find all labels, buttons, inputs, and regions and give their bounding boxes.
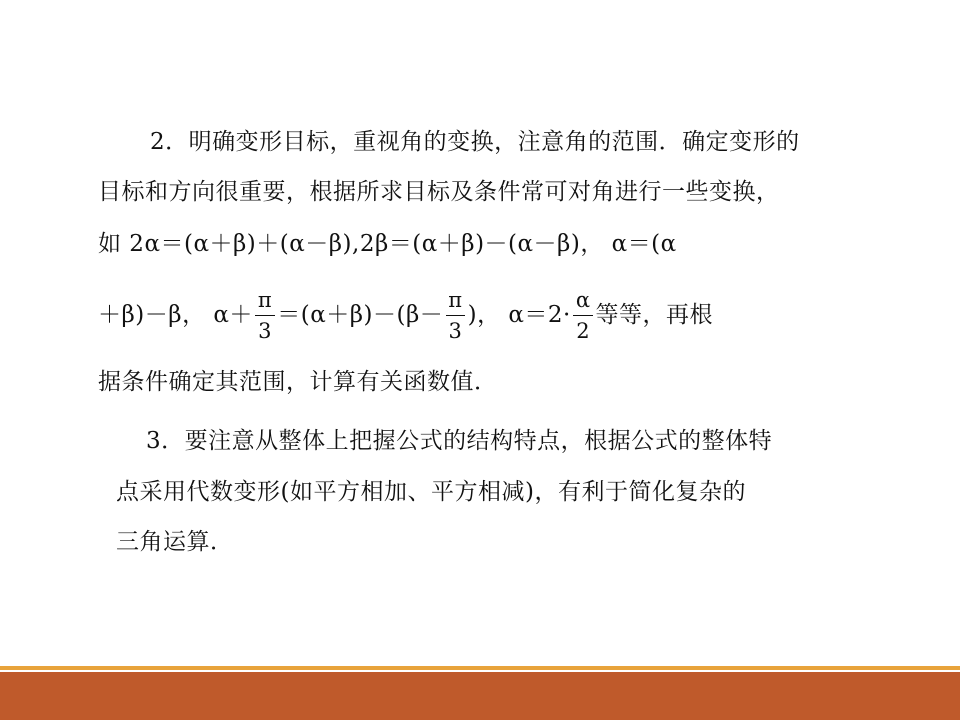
- paragraph-2-line-1: 2．明确变形目标，重视角的变换，注意角的范围．确定变形的: [150, 129, 800, 155]
- footer-accent-line: [0, 666, 960, 670]
- formula-segment: )， α＝2·: [467, 302, 571, 328]
- footer-bar: [0, 672, 960, 720]
- paragraph-3-line-3: 三角运算．: [116, 529, 234, 555]
- fraction-denominator: 3: [446, 315, 466, 343]
- paragraph-3-line-1: 3．要注意从整体上把握公式的结构特点，根据公式的整体特: [146, 428, 773, 454]
- fraction-pi-over-3: [255, 288, 275, 343]
- formula-segment: 等等，再根: [595, 302, 714, 328]
- fraction-denominator: 2: [573, 315, 593, 343]
- formula-segment: ＝(α＋β)－(β－: [277, 302, 444, 328]
- paragraph-2-line-4-formula: [98, 286, 713, 344]
- fraction-numerator: π: [257, 287, 273, 312]
- fraction-pi-over-3: [445, 288, 465, 343]
- fraction-numerator: π: [448, 287, 463, 312]
- formula-segment: ＋β)－β， α＋: [98, 302, 253, 328]
- fraction-alpha-over-2: [573, 288, 594, 343]
- paragraph-2-line-5: 据条件确定其范围，计算有关函数值．: [98, 369, 498, 395]
- paragraph-2-line-3-formula: 如 2α＝(α＋β)＋(α－β),2β＝(α＋β)－(α－β)， α＝(α: [98, 231, 677, 257]
- paragraph-2-line-2: 目标和方向很重要，根据所求目标及条件常可对角进行一些变换，: [98, 179, 780, 205]
- paragraph-3-line-2: 点采用代数变形(如平方相加、平方相减)，有利于简化复杂的: [116, 479, 746, 505]
- fraction-denominator: 3: [255, 315, 275, 343]
- fraction-numerator: α: [575, 287, 591, 312]
